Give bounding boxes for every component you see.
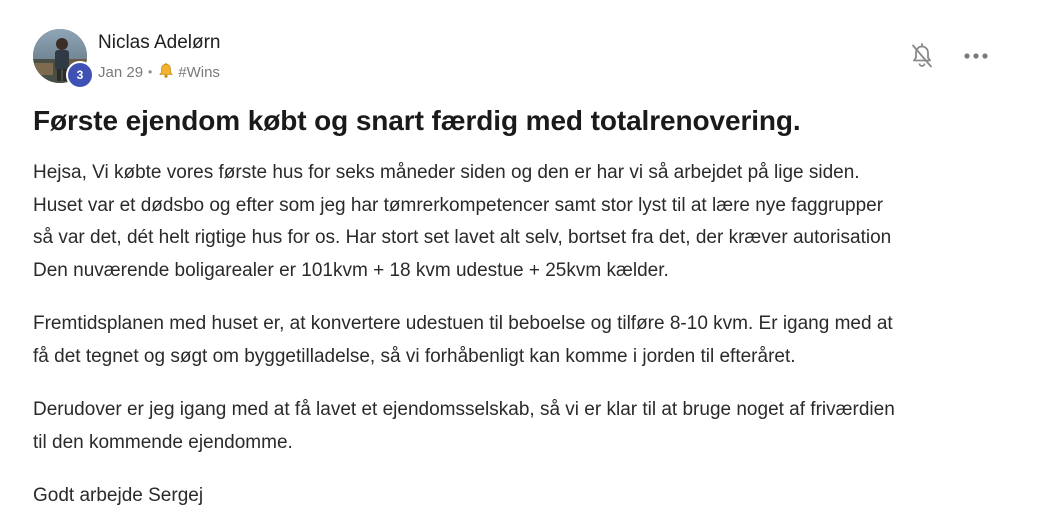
post-actions xyxy=(908,40,990,72)
paragraph-line: Godt arbejde Sergej xyxy=(33,485,204,506)
paragraph-line: Fremtidsplanen med huset er, at konvertere udestuen til beboelse og tilføre 8-10 kvm. Er igang med at xyxy=(33,313,893,334)
bell-slash-icon xyxy=(910,42,934,70)
post-header xyxy=(33,29,1003,85)
post-paragraph xyxy=(33,308,1013,373)
more-options-button[interactable] xyxy=(962,40,990,72)
post-title: Første ejendom købt og snart færdig med totalrenovering. xyxy=(33,105,801,136)
meta-separator: • xyxy=(148,65,153,79)
paragraph-line: så var det, dét helt rigtige hus for os. Har stort set lavet alt selv, bortset fra det, der kræver autorisation xyxy=(33,227,892,248)
paragraph-line: få det tegnet og søgt om byggetilladelse, så vi forhåbenligt kan komme i jorden til efteråret. xyxy=(33,345,796,367)
bell-emoji-icon xyxy=(157,62,175,80)
author-avatar-wrap[interactable] xyxy=(33,29,87,83)
post-paragraph xyxy=(33,394,1013,459)
post-body xyxy=(33,157,1013,513)
paragraph-line: Den nuværende boligarealer er 101kvm + 18 kvm udestue + 25kvm kælder. xyxy=(33,259,669,281)
post-date[interactable]: Jan 29 xyxy=(98,63,144,81)
paragraph-line: Huset var et dødsbo og efter som jeg har tømrerkompetencer samt stor lyst til at lære nye faggrupper xyxy=(33,194,884,216)
level-badge: 3 xyxy=(66,61,94,89)
post-paragraph xyxy=(33,157,1013,287)
post-paragraph xyxy=(33,480,1013,513)
paragraph-line: Hejsa, Vi købte vores første hus for seks måneder siden og den er har vi så arbejdet på lige siden. xyxy=(33,162,860,183)
post-category[interactable]: #Wins xyxy=(178,63,220,81)
post-meta xyxy=(98,63,220,81)
more-dots-icon xyxy=(963,52,989,60)
paragraph-line: til den kommende ejendomme. xyxy=(33,431,293,453)
notifications-toggle-button[interactable] xyxy=(908,40,936,72)
author-name[interactable]: Niclas Adelørn xyxy=(98,32,221,53)
paragraph-line: Derudover er jeg igang med at få lavet et ejendomsselskab, så vi er klar til at bruge noget af friværdien xyxy=(33,399,895,420)
